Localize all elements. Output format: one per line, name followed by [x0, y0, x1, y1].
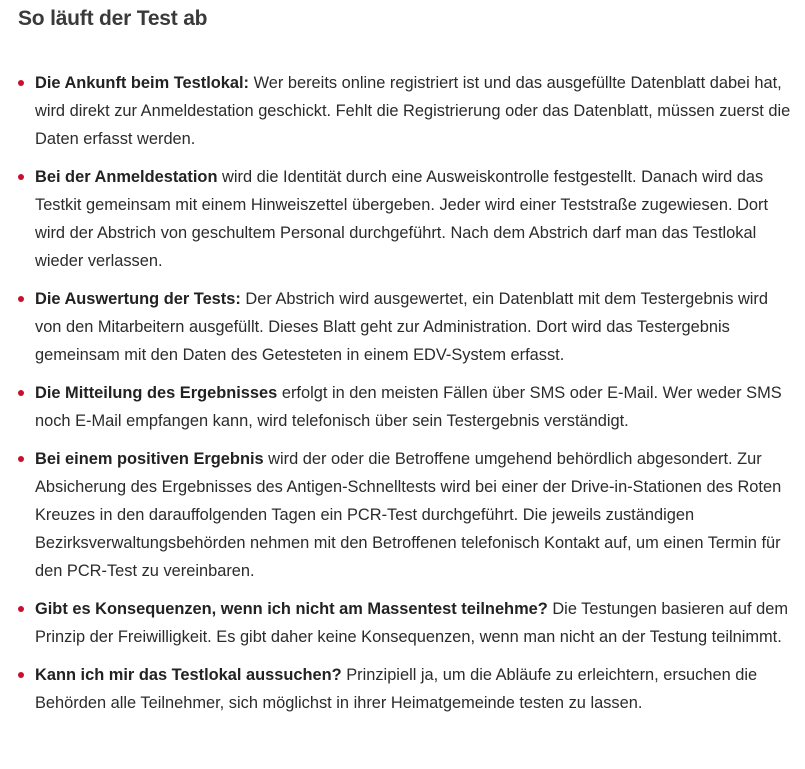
item-lead: Kann ich mir das Testlokal aussuchen?	[35, 666, 342, 684]
list-item-consequences	[18, 595, 793, 651]
item-text: Der Abstrich wird ausgewertet, ein Datenblatt mit dem Testergebnis wird von den Mitarbeitern ausgefüllt. Dieses Blatt geht zur Administration. Dort wird das Testergebnis gemeinsam mit den Daten des Getesteten in einem EDV-System erfasst.	[35, 290, 768, 364]
list-item-arrival	[18, 69, 793, 153]
bullet-icon	[18, 80, 24, 86]
item-lead: Die Ankunft beim Testlokal:	[35, 74, 250, 92]
bullet-icon	[18, 456, 24, 462]
steps-list	[18, 69, 793, 717]
bullet-icon	[18, 296, 24, 302]
item-lead: Bei einem positiven Ergebnis	[35, 450, 264, 468]
item-lead: Die Mitteilung des Ergebnisses	[35, 384, 278, 402]
list-item-notification	[18, 379, 793, 435]
list-item-registration	[18, 163, 793, 275]
section-title: So läuft der Test ab	[18, 7, 208, 30]
item-text: Die Testungen basieren auf dem Prinzip der Freiwilligkeit. Es gibt daher keine Konsequenzen, wenn man nicht an der Testung teilnimmt.	[35, 600, 789, 646]
list-item-positive-result	[18, 445, 793, 585]
item-lead: Gibt es Konsequenzen, wenn ich nicht am Massentest teilnehme?	[35, 600, 548, 618]
bullet-icon	[18, 390, 24, 396]
list-item-evaluation	[18, 285, 793, 369]
list-item-choose-location	[18, 661, 793, 717]
item-text: wird der oder die Betroffene umgehend behördlich abgesondert. Zur Absicherung des Ergebnisses des Antigen-Schnelltests wird bei einer der Drive-in-Stationen des Roten Kreuzes in den darauffolgenden Tagen ein PCR-Test durchgeführt. Die jeweils zuständigen Bezirksverwaltungsbehörden nehmen mit den Betroffenen telefonisch Kontakt auf, um einen Termin für den PCR-Test zu vereinbaren.	[35, 450, 782, 580]
item-text: Wer bereits online registriert ist und das ausgefüllte Datenblatt dabei hat, wird direkt zur Anmeldestation geschickt. Fehlt die Registrierung oder das Datenblatt, müssen zuerst die Daten erfasst werden.	[35, 74, 791, 148]
bullet-icon	[18, 174, 24, 180]
item-lead: Die Auswertung der Tests:	[35, 290, 241, 308]
item-lead: Bei der Anmeldestation	[35, 168, 218, 186]
item-text: Prinzipiell ja, um die Abläufe zu erleichtern, ersuchen die Behörden alle Teilnehmer, sich möglichst in ihrer Heimatgemeinde testen zu lassen.	[35, 666, 758, 712]
bullet-icon	[18, 672, 24, 678]
item-text: wird die Identität durch eine Ausweiskontrolle festgestellt. Danach wird das Testkit gemeinsam mit einem Hinweiszettel übergeben. Jeder wird einer Teststraße zugewiesen. Dort wird der Abstrich von geschultem Personal durchgeführt. Nach dem Abstrich darf man das Testlokal wieder verlassen.	[35, 168, 769, 270]
bullet-icon	[18, 606, 24, 612]
item-text: erfolgt in den meisten Fällen über SMS oder E-Mail. Wer weder SMS noch E-Mail empfangen kann, wird telefonisch über sein Testergebnis verständigt.	[35, 384, 782, 430]
